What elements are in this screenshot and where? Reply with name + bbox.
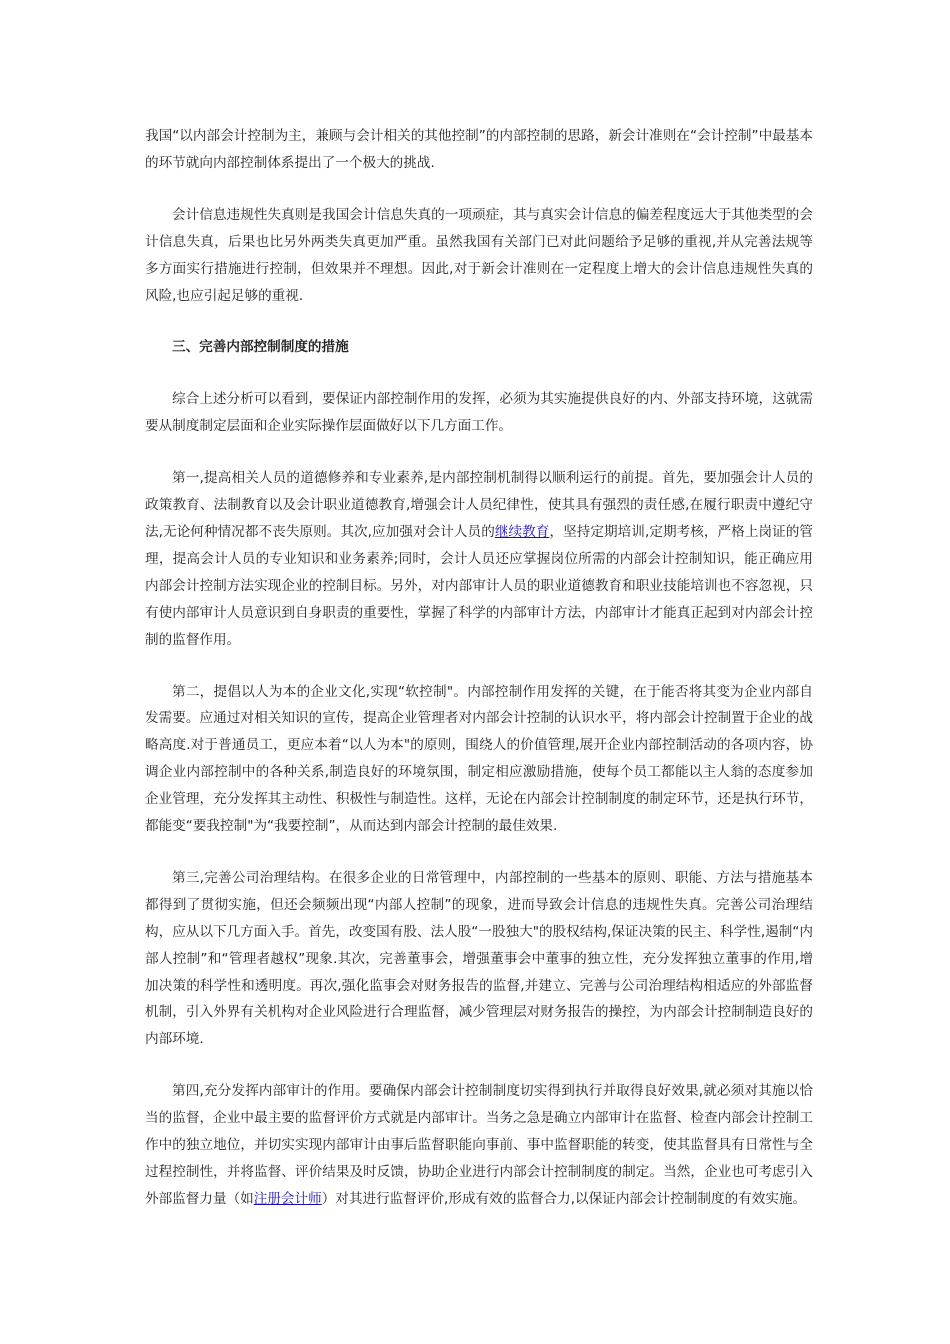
section-heading-measures: 三、完善内部控制制度的措施	[172, 339, 349, 356]
paragraph-first-measure	[145, 465, 813, 653]
paragraph-violation-distortion: 会计信息违规性失真则是我国会计信息失真的一项顽症，其与真实会计信息的偏差程度远大于其他类型的会计信息失真，后果也比另外两类失真更加严重。虽然我国有关部门已对此问题给予足够的重视,并从完善法规等多方面实行措施进行控制，但效果并不理想。因此,对于新会计准则在一定程度上增大的会计信息违规性失真的风险,也应引起足够的重视.	[145, 206, 813, 304]
paragraph-first-text-after: ，坚持定期培训,定期考核，严格上岗证的管理，提高会计人员的专业知识和业务素养;同时，会计人员还应掌握岗位所需的内部会计控制知识，能正确应用内部会计控制方法实现企业的控制目标。另外，对内部审计人员的职业道德教育和职业技能培训也不容忽视，只有使内部审计人员意识到自身职责的重要性，掌握了科学的内部审计方法，内部审计才能真正起到对内部会计控制的监督作用。	[145, 523, 814, 648]
paragraph-fourth-measure	[145, 1078, 813, 1213]
document-body	[145, 123, 813, 1238]
cpa-link[interactable]: 注册会计师	[253, 1190, 322, 1207]
paragraph-summary: 综合上述分析可以看到，要保证内部控制作用的发挥，必须为其实施提供良好的内、外部支持环境，这就需要从制度制定层面和企业实际操作层面做好以下几方面工作。	[145, 391, 813, 435]
paragraph-fourth-text-before: 第四,充分发挥内部审计的作用。要确保内部会计控制制度切实得到执行并取得良好效果,就必须对其施以恰当的监督，企业中最主要的监督评价方式就是内部审计。当务之急是确立内部审计在监督、检查内部会计控制工作中的独立地位，并切实实现内部审计由事后监督职能向事前、事中监督职能的转变，使其监督具有日常性与全过程控制性，并将监督、评价结果及时反馈，协助企业进行内部会计控制制度的制定。当然，企业也可考虑引入外部监督力量（如	[145, 1083, 813, 1207]
paragraph-fourth-text-after: ）对其进行监督评价,形成有效的监督合力,以保证内部会计控制制度的有效实施。	[321, 1190, 807, 1207]
paragraph-intro-continued: 我国“以内部会计控制为主，兼顾与会计相关的其他控制”的内部控制的思路，新会计准则在“会计控制”中最基本的环节就向内部控制体系提出了一个极大的挑战.	[145, 128, 813, 171]
paragraph-first-text-before: 第一,提高相关人员的道德修养和专业素养,是内部控制机制得以顺利运行的前提。首先，要加强会计人员的政策教育、法制教育以及会计职业道德教育,增强会计人员纪律性，使其具有强烈的责任感,在履行职责中遵纪守法,无论何种情况都不丧失原则。其次,应加强对会计人员的	[145, 470, 813, 540]
continuing-education-link[interactable]: 继续教育	[494, 523, 550, 540]
paragraph-third-measure: 第三,完善公司治理结构。在很多企业的日常管理中，内部控制的一些基本的原则、职能、方法与措施基本都得到了贯彻实施，但还会频频出现“内部人控制”的现象，进而导致会计信息的违规性失真。完善公司治理结构，应从以下几方面入手。首先，改变国有股、法人股“一股独大"的股权结构,保证决策的民主、科学性,遏制“内部人控制”和“管理者越权”现象.其次，完善董事会，增强董事会中董事的独立性，充分发挥独立董事的作用,增加决策的科学性和透明度。再次,强化监事会对财务报告的监督,并建立、完善与公司治理结构相适应的外部监督机制，引入外界有关机构对企业风险进行合理监督，减少管理层对财务报告的操控，为内部会计控制制造良好的内部环境.	[145, 869, 813, 1048]
paragraph-second-measure: 第二，提倡以人为本的企业文化,实现“软控制"。内部控制作用发挥的关键，在于能否将其变为企业内部自发需要。应通过对相关知识的宣传，提高企业管理者对内部会计控制的认识水平，将内部会计控制置于企业的战略高度.对于普通员工，更应本着“以人为本"的原则，围绕人的价值管理,展开企业内部控制活动的各项内容，协调企业内部控制中的各种关系,制造良好的环境氛围，制定相应激励措施，使每个员工都能以主人翁的态度参加企业管理，充分发挥其主动性、积极性与制造性。这样，无论在内部会计控制制度的制定环节，还是执行环节，都能变“要我控制"为“我要控制”，从而达到内部会计控制的最佳效果.	[145, 683, 813, 835]
